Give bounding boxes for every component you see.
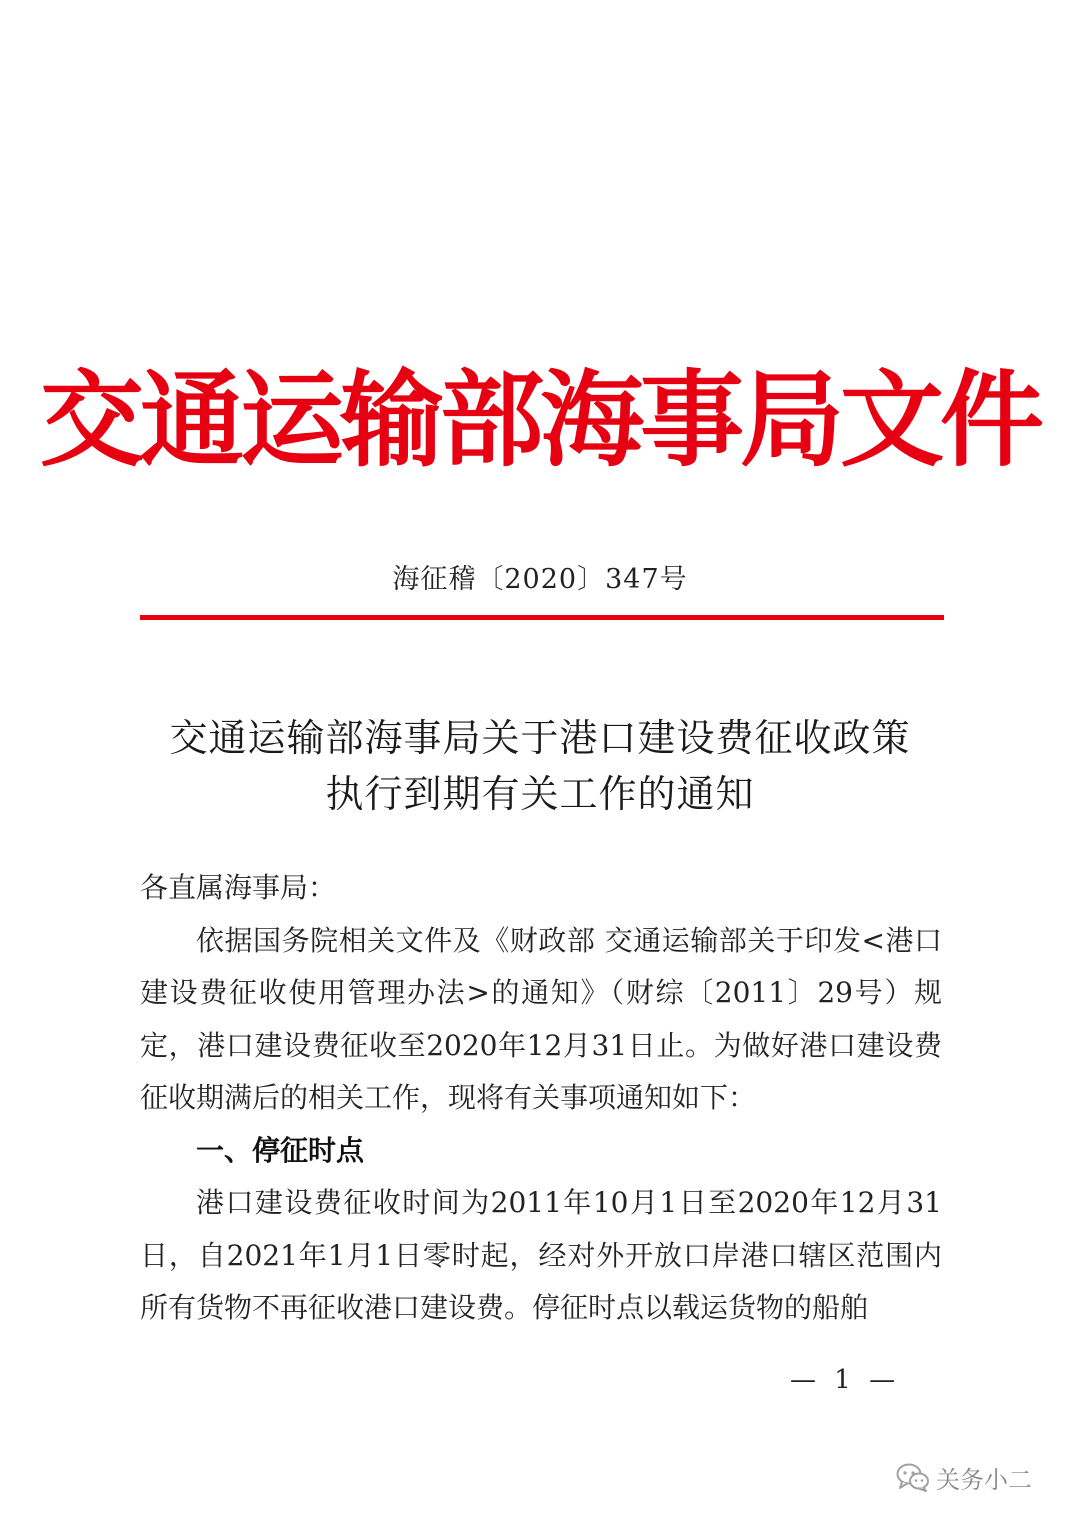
- wechat-icon: [896, 1462, 930, 1492]
- page-number: — 1 —: [790, 1365, 896, 1395]
- document-number: 海征稽〔2020〕347号: [392, 564, 688, 595]
- red-divider-line: [140, 615, 944, 620]
- issuer-masthead: 交通运输部海事局文件: [39, 359, 1040, 481]
- intro-paragraph: 依据国务院相关文件及《财政部 交通运输部关于印发<港口建设费征收使用管理办法>的通知》（财综〔2011〕29号）规定，港口建设费征收至2020年12月31日止。为做好港口建设费征收期满后的相关工作，现将有关事项通知如下：: [140, 923, 942, 1114]
- salutation: 各直属海事局：: [140, 871, 337, 904]
- section-1-paragraph: 港口建设费征收时间为2011年10月1日至2020年12月31日，自2021年1月1日零时起，经对外开放口岸港口辖区范围内所有货物不再征收港口建设费。停征时点以载运货物的船舶: [140, 1186, 942, 1324]
- document-body: [140, 862, 942, 1335]
- watermark: [896, 1457, 1032, 1497]
- document-title: [0, 710, 1080, 822]
- title-line-1: 交通运输部海事局关于港口建设费征收政策: [169, 716, 911, 760]
- title-line-2: 执行到期有关工作的通知: [325, 772, 755, 816]
- watermark-text: 关务小二: [936, 1465, 1032, 1494]
- section-heading-1: 一、停征时点: [196, 1133, 365, 1167]
